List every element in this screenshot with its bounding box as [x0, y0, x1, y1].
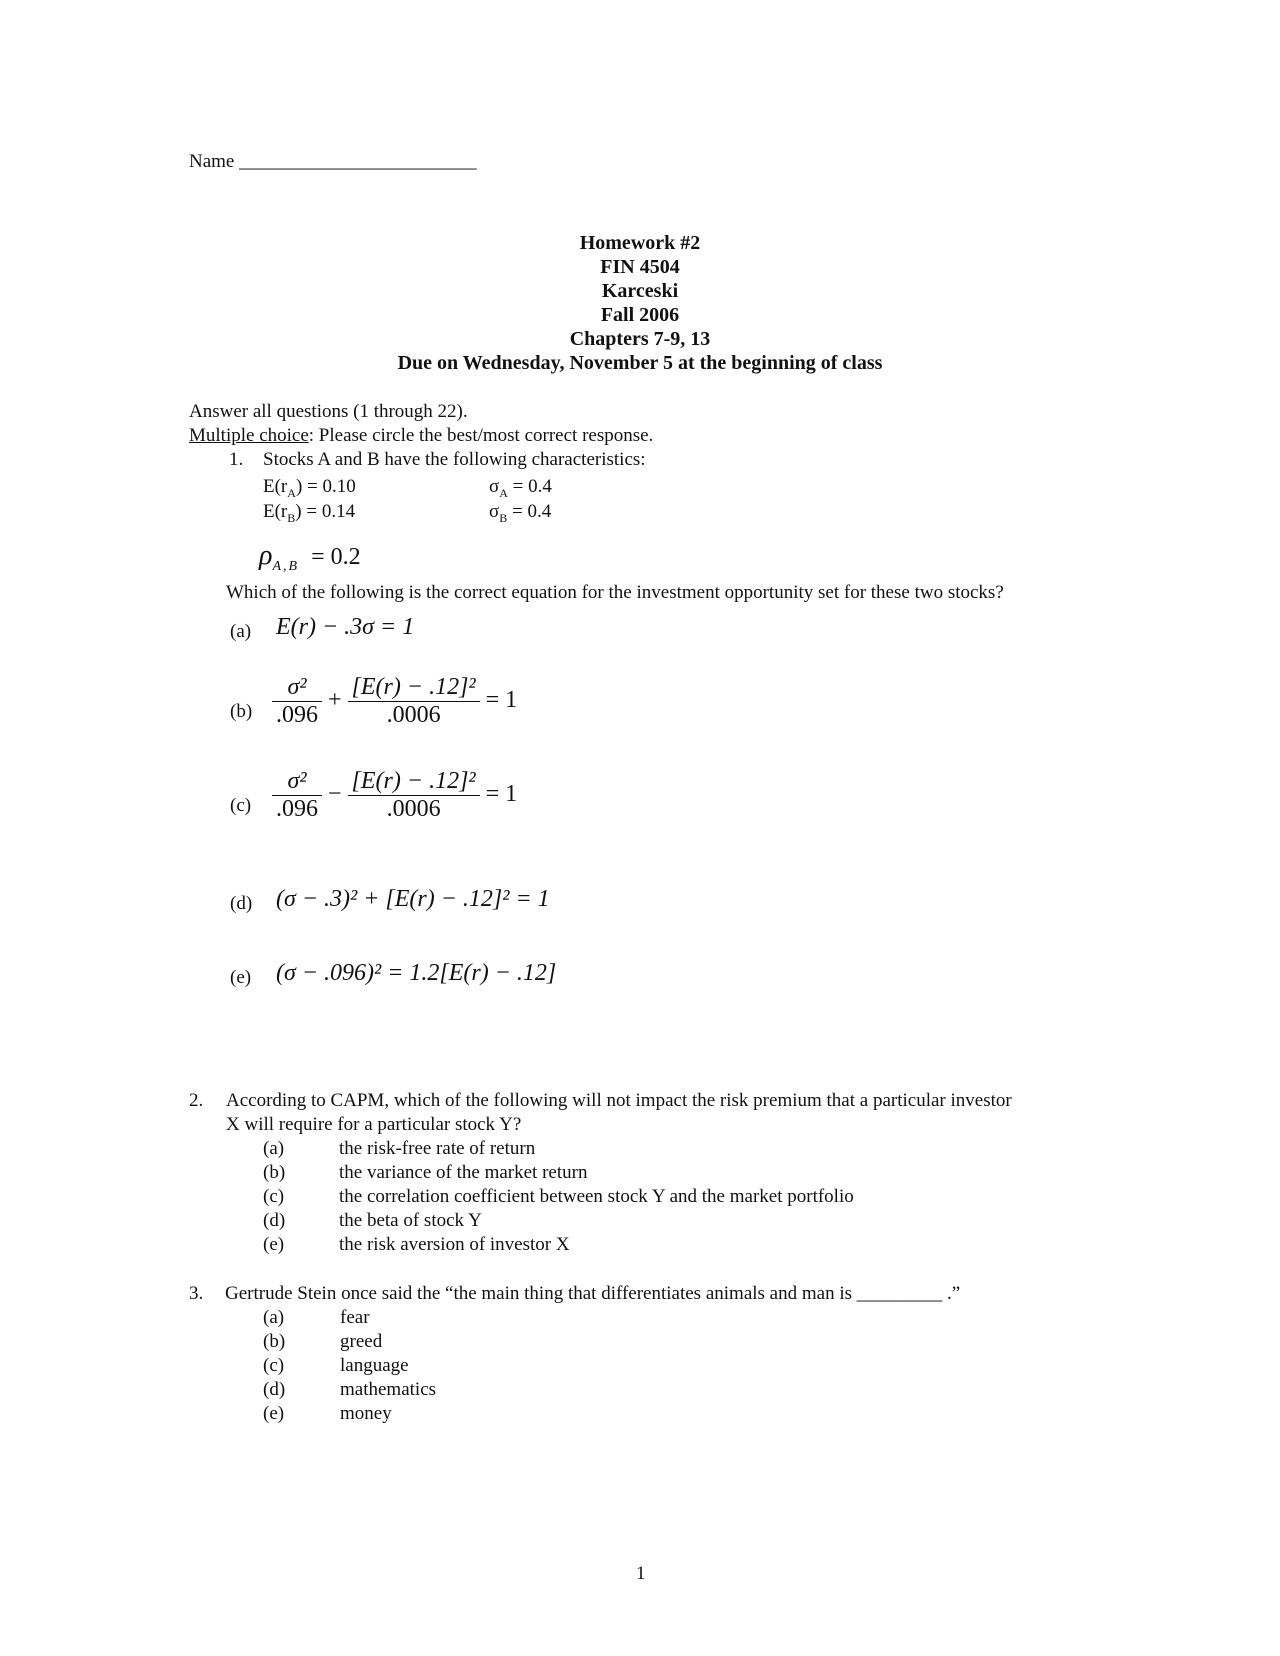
title-chapters: Chapters 7-9, 13	[569, 328, 711, 350]
name-label-text: Name	[189, 151, 235, 172]
q2-option-d[interactable]	[263, 1210, 285, 1232]
c-num-2: [E(r) − .12]²	[348, 768, 480, 796]
q1-option-c-equation	[272, 768, 517, 823]
instructions-line: Answer all questions (1 through 22).	[189, 401, 468, 422]
q3-option-c[interactable]	[263, 1355, 284, 1377]
sigma-b-value: = 0.4	[507, 501, 552, 522]
q3-option-a[interactable]	[263, 1307, 284, 1329]
q1-sigma-a	[489, 476, 552, 501]
q3-option-label: (e)	[263, 1403, 285, 1424]
era-value: ) = 0.10	[295, 476, 356, 497]
q3-option-e[interactable]	[263, 1403, 284, 1425]
q3-option-b[interactable]	[263, 1331, 285, 1353]
c-operator: −	[328, 781, 342, 808]
q2-option-label: (c)	[263, 1186, 285, 1207]
q1-option-a-label: (a)	[230, 621, 252, 642]
b-num-2: [E(r) − .12]²	[348, 674, 480, 702]
q1-option-e-label: (e)	[230, 967, 252, 988]
q1-expected-return-a	[263, 476, 356, 501]
multiple-choice-label: Multiple choice	[189, 425, 309, 446]
q2-option-label: (e)	[263, 1234, 285, 1255]
q3-option-d-text: mathematics	[340, 1379, 437, 1400]
q3-number: 3.	[189, 1283, 204, 1304]
q1-sigma-b	[489, 501, 551, 526]
erb-value: ) = 0.14	[295, 501, 356, 522]
q3-option-b-text: greed	[340, 1331, 383, 1352]
title-term: Fall 2006	[600, 304, 680, 326]
q3-option-label: (b)	[263, 1331, 286, 1352]
page-number: 1	[636, 1563, 646, 1584]
b-den-1: .096	[276, 702, 318, 728]
b-frac-2	[348, 674, 480, 729]
name-label	[189, 151, 477, 173]
q2-option-e-text: the risk aversion of investor X	[339, 1234, 570, 1255]
q1-question: Which of the following is the correct equation for the investment opportunity set for these two stocks?	[226, 582, 1004, 603]
b-equals: = 1	[485, 687, 518, 714]
sigma-a-value: = 0.4	[507, 476, 552, 497]
q1-expected-return-b	[263, 501, 355, 526]
q3-option-c-text: language	[340, 1355, 409, 1376]
c-frac-2	[348, 768, 480, 823]
q2-option-c-text: the correlation coefficient between stock Y and the market portfolio	[339, 1186, 854, 1207]
c-den-2: .0006	[386, 796, 441, 822]
sigma-a-symbol: σ	[489, 476, 500, 497]
c-equals: = 1	[485, 781, 518, 808]
erb-sub: B	[287, 510, 296, 525]
multiple-choice-text: : Please circle the best/most correct response.	[308, 425, 654, 446]
era-sub: A	[287, 485, 296, 500]
q2-option-b[interactable]	[263, 1162, 285, 1184]
multiple-choice-instructions	[189, 425, 653, 447]
q3-option-label: (d)	[263, 1379, 286, 1400]
q2-line2: X will require for a particular stock Y?	[226, 1114, 522, 1135]
q1-option-c-label: (c)	[230, 795, 252, 816]
title-homework: Homework #2	[579, 232, 701, 254]
sigma-b-sub: B	[499, 510, 508, 525]
q2-option-a-text: the risk-free rate of return	[339, 1138, 536, 1159]
q2-option-label: (a)	[263, 1138, 285, 1159]
q1-number: 1.	[229, 449, 244, 470]
c-frac-1	[272, 768, 322, 823]
era-prefix: E(r	[263, 476, 288, 497]
title-due-date: Due on Wednesday, November 5 at the beginning of class	[397, 352, 883, 374]
q1-text: Stocks A and B have the following characteristics:	[263, 449, 646, 470]
name-blank-line: _________________________	[239, 151, 477, 172]
erb-prefix: E(r	[263, 501, 288, 522]
q1-option-d-label: (d)	[230, 893, 253, 914]
q1-option-a-equation: E(r) − .3σ = 1	[276, 614, 415, 640]
sigma-b-symbol: σ	[489, 501, 500, 522]
q1-option-b-equation	[272, 674, 517, 729]
q2-line1: According to CAPM, which of the following will not impact the risk premium that a particular investor	[226, 1090, 1012, 1111]
rho-symbol: ρ	[259, 540, 273, 571]
q3-option-label: (c)	[263, 1355, 285, 1376]
b-den-2: .0006	[386, 702, 441, 728]
q2-option-d-text: the beta of stock Y	[339, 1210, 482, 1231]
sigma-a-sub: A	[499, 485, 508, 500]
q2-option-label: (b)	[263, 1162, 286, 1183]
q2-option-a[interactable]	[263, 1138, 284, 1160]
b-operator: +	[328, 687, 342, 714]
q2-number: 2.	[189, 1090, 204, 1111]
q3-option-d[interactable]	[263, 1379, 285, 1401]
q2-option-label: (d)	[263, 1210, 286, 1231]
title-instructor: Karceski	[601, 280, 679, 302]
rho-value: = 0.2	[311, 544, 361, 570]
c-num-1: σ²	[272, 768, 322, 796]
q2-option-e[interactable]	[263, 1234, 284, 1256]
q1-option-b-label: (b)	[230, 701, 253, 722]
q2-option-c[interactable]	[263, 1186, 284, 1208]
q2-option-b-text: the variance of the market return	[339, 1162, 588, 1183]
q1-option-d-equation: (σ − .3)² + [E(r) − .12]² = 1	[276, 886, 550, 912]
q1-correlation	[259, 540, 361, 575]
q3-option-a-text: fear	[340, 1307, 370, 1328]
q3-line1: Gertrude Stein once said the “the main thing that differentiates animals and man is _________ .”	[225, 1283, 961, 1304]
b-frac-1	[272, 674, 322, 729]
b-num-1: σ²	[272, 674, 322, 702]
c-den-1: .096	[276, 796, 318, 822]
title-course: FIN 4504	[600, 256, 680, 278]
rho-sub: A,B	[272, 558, 300, 574]
q3-option-label: (a)	[263, 1307, 285, 1328]
q1-option-e-equation: (σ − .096)² = 1.2[E(r) − .12]	[276, 960, 557, 986]
q3-option-e-text: money	[340, 1403, 392, 1424]
